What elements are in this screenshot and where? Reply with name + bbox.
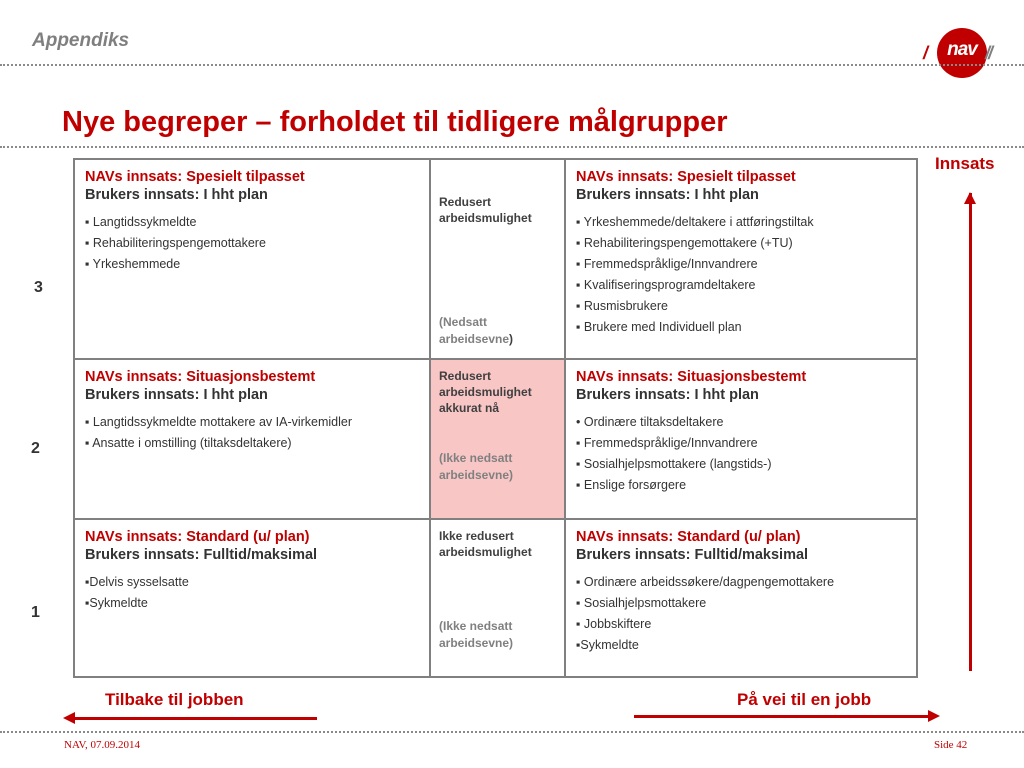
target-group-table <box>73 158 918 678</box>
table-cell <box>74 359 430 519</box>
brukers-innsats: Brukers innsats: I hht plan <box>576 387 759 403</box>
list-item: ▪ Rusmisbrukere <box>576 299 668 313</box>
logo-slash-left: / <box>923 43 929 63</box>
level-1-label: 1 <box>31 604 40 621</box>
page-title: Nye begreper – forholdet til tidligere målgrupper <box>62 106 728 138</box>
highlighted-cell <box>430 359 565 519</box>
brukers-innsats: Brukers innsats: I hht plan <box>85 187 268 203</box>
nav-innsats: NAVs innsats: Situasjonsbestemt <box>85 369 316 385</box>
table-cell <box>565 359 917 519</box>
work-ability-text: (Nedsatt arbeidsevne <box>439 315 510 346</box>
list-item: ▪ Enslige forsørgere <box>576 478 687 492</box>
back-to-work-label: Tilbake til jobben <box>105 690 244 709</box>
table-cell <box>74 159 430 359</box>
work-capacity-cell <box>431 160 564 358</box>
list-item: ▪ Sosialhjelpsmottakere (langstids-) <box>576 457 772 471</box>
list-item: • Ordinære tiltaksdeltakere <box>576 415 724 429</box>
list-item: ▪ Rehabiliteringspengemottakere (+TU) <box>576 236 793 250</box>
new-group-cell <box>566 160 916 346</box>
work-capacity-label: Redusert arbeidsmulighet <box>439 195 532 225</box>
table-cell <box>74 519 430 677</box>
table-row <box>74 359 917 519</box>
list-item: ▪ Ordinære arbeidssøkere/dagpengemottakere <box>576 575 835 589</box>
list-item: ▪ Kvalifiseringsprogramdeltakere <box>576 278 756 292</box>
brukers-innsats: Brukers innsats: Fulltid/maksimal <box>85 547 318 563</box>
footer-divider <box>0 731 1024 733</box>
table-row <box>74 159 917 359</box>
list-item: ▪ Fremmedspråklige/Innvandrere <box>576 257 758 271</box>
list-item: ▪Sykmeldte <box>576 638 639 652</box>
work-capacity-cell <box>431 360 564 518</box>
logo-wordmark: nav <box>947 39 977 60</box>
work-ability-paren: ) <box>509 332 514 346</box>
previous-group-cell <box>75 160 429 283</box>
list-item: ▪ Rehabiliteringspengemottakere <box>85 236 266 250</box>
section-label: Appendiks <box>32 30 130 51</box>
list-item: ▪ Fremmedspråklige/Innvandrere <box>576 436 758 450</box>
logo-slash-right: // <box>985 43 992 63</box>
title-divider <box>0 146 1024 148</box>
list-item: ▪ Brukere med Individuell plan <box>576 320 742 334</box>
list-item: ▪Sykmeldte <box>85 596 148 610</box>
list-item: ▪ Jobbskiftere <box>576 617 652 631</box>
work-ability-label: (Ikke nedsatt arbeidsevne) <box>439 451 514 482</box>
right-arrow-head <box>928 710 940 722</box>
work-capacity-label: Ikke redusert arbeidsmulighet <box>439 529 532 559</box>
table-cell <box>430 159 565 359</box>
nav-innsats: NAVs innsats: Standard (u/ plan) <box>85 529 310 545</box>
level-3-label: 3 <box>34 279 43 296</box>
footer-date: NAV, 07.09.2014 <box>64 739 140 751</box>
table-cell <box>565 519 917 677</box>
table-cell <box>565 159 917 359</box>
work-ability-label <box>439 314 558 348</box>
nav-logo <box>922 28 1004 78</box>
brukers-innsats: Brukers innsats: Fulltid/maksimal <box>576 547 809 563</box>
right-arrow <box>634 715 930 718</box>
nav-innsats: NAVs innsats: Standard (u/ plan) <box>576 529 801 545</box>
list-item: ▪ Yrkeshemmede/deltakere i attføringstiltak <box>576 215 814 229</box>
innsats-arrow <box>969 193 972 671</box>
level-2-label: 2 <box>31 440 40 457</box>
list-item: ▪ Langtidssykmeldte <box>85 215 197 229</box>
left-arrow <box>72 717 317 720</box>
table-cell <box>430 519 565 677</box>
previous-group-cell <box>75 360 429 462</box>
list-item: ▪ Sosialhjelpsmottakere <box>576 596 707 610</box>
previous-group-cell <box>75 520 429 622</box>
list-item: ▪ Ansatte i omstilling (tiltaksdeltakere) <box>85 436 292 450</box>
list-item: ▪Delvis sysselsatte <box>85 575 189 589</box>
work-capacity-label: Redusert arbeidsmulighet akkurat nå <box>439 369 532 415</box>
new-group-cell <box>566 520 916 664</box>
list-item: ▪ Langtidssykmeldte mottakere av IA-virkemidler <box>85 415 353 429</box>
list-item: ▪ Yrkeshemmede <box>85 257 181 271</box>
brukers-innsats: Brukers innsats: I hht plan <box>576 187 759 203</box>
nav-innsats: NAVs innsats: Spesielt tilpasset <box>85 169 305 185</box>
brukers-innsats: Brukers innsats: I hht plan <box>85 387 268 403</box>
innsats-label: Innsats <box>935 154 995 173</box>
nav-innsats: NAVs innsats: Spesielt tilpasset <box>576 169 796 185</box>
nav-innsats: NAVs innsats: Situasjonsbestemt <box>576 369 807 385</box>
work-ability-label: (Ikke nedsatt arbeidsevne) <box>439 619 514 650</box>
new-group-cell <box>566 360 916 504</box>
work-capacity-cell <box>431 520 564 676</box>
header-divider <box>0 64 1024 66</box>
table-row <box>74 519 917 677</box>
page-number: Side 42 <box>934 739 968 751</box>
towards-work-label: På vei til en jobb <box>737 690 872 709</box>
